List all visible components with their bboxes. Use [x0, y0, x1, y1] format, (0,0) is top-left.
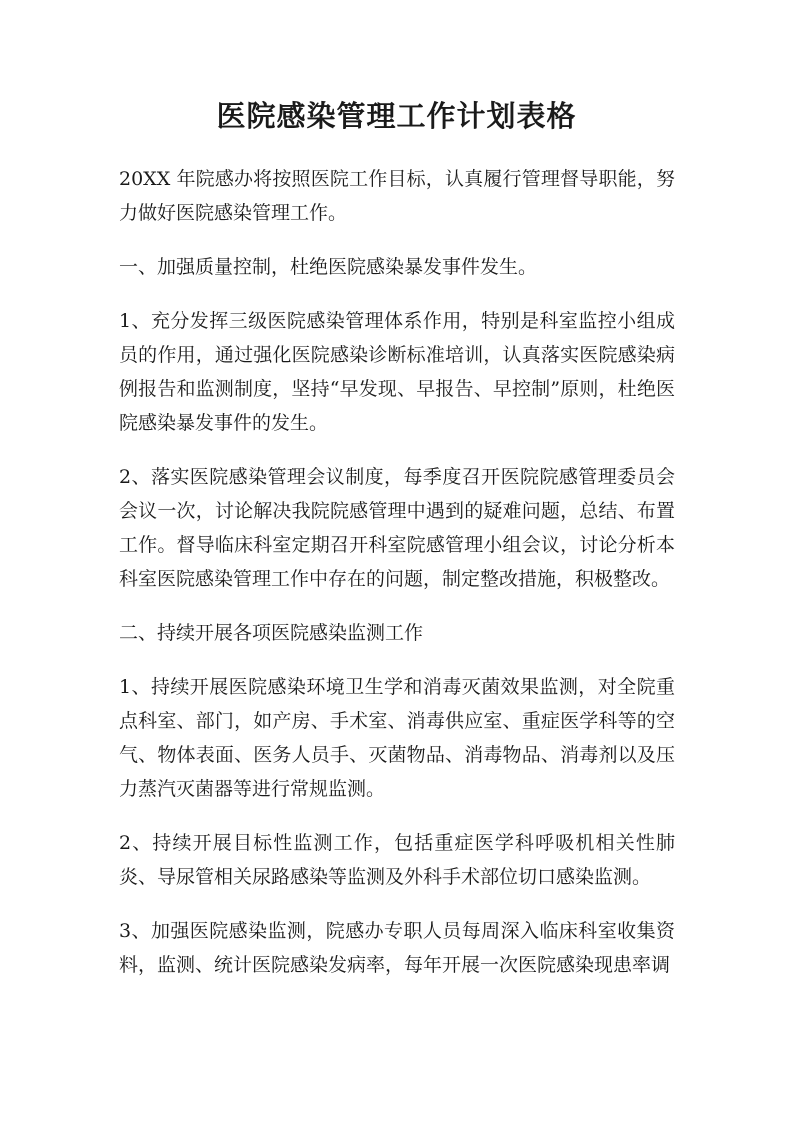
section-2-item-1: 1、持续开展医院感染环境卫生学和消毒灭菌效果监测，对全院重点科室、部门，如产房、手术室、消毒供应室、重症医学科等的空气、物体表面、医务人员手、灭菌物品、消毒物品、消毒剂以及压力蒸汽灭菌器等进行常规监测。: [119, 676, 675, 800]
section-2-item-2: 2、持续开展目标性监测工作，包括重症医学科呼吸机相关性肺炎、导尿管相关尿路感染等监测及外科手术部位切口感染监测。: [119, 832, 675, 888]
section-heading-1: 一、加强质量控制，杜绝医院感染暴发事件发生。: [119, 256, 538, 278]
section-2-item-3: 3、加强医院感染监测，院感办专职人员每周深入临床科室收集资料，监测、统计医院感染发病率，每年开展一次医院感染现患率调: [119, 920, 675, 976]
intro-paragraph: 20XX 年院感办将按照医院工作目标，认真履行管理督导职能，努力做好医院感染管理工作。: [119, 168, 675, 224]
section-1-item-1: 1、充分发挥三级医院感染管理体系作用，特别是科室监控小组成员的作用，通过强化医院感染诊断标准培训，认真落实医院感染病例报告和监测制度，坚持“早发现、早报告、早控制”原则，杜绝医院感染暴发事件的发生。: [119, 310, 675, 434]
section-heading-2: 二、持续开展各项医院感染监测工作: [119, 622, 424, 644]
section-1-item-2: 2、落实医院感染管理会议制度，每季度召开医院院感管理委员会会议一次，讨论解决我院院感管理中遇到的疑难问题，总结、布置工作。督导临床科室定期召开科室院感管理小组会议，讨论分析本科室医院感染管理工作中存在的问题，制定整改措施，积极整改。: [119, 466, 675, 590]
document-title: 医院感染管理工作计划表格: [216, 99, 577, 133]
document-body: [119, 162, 675, 1002]
